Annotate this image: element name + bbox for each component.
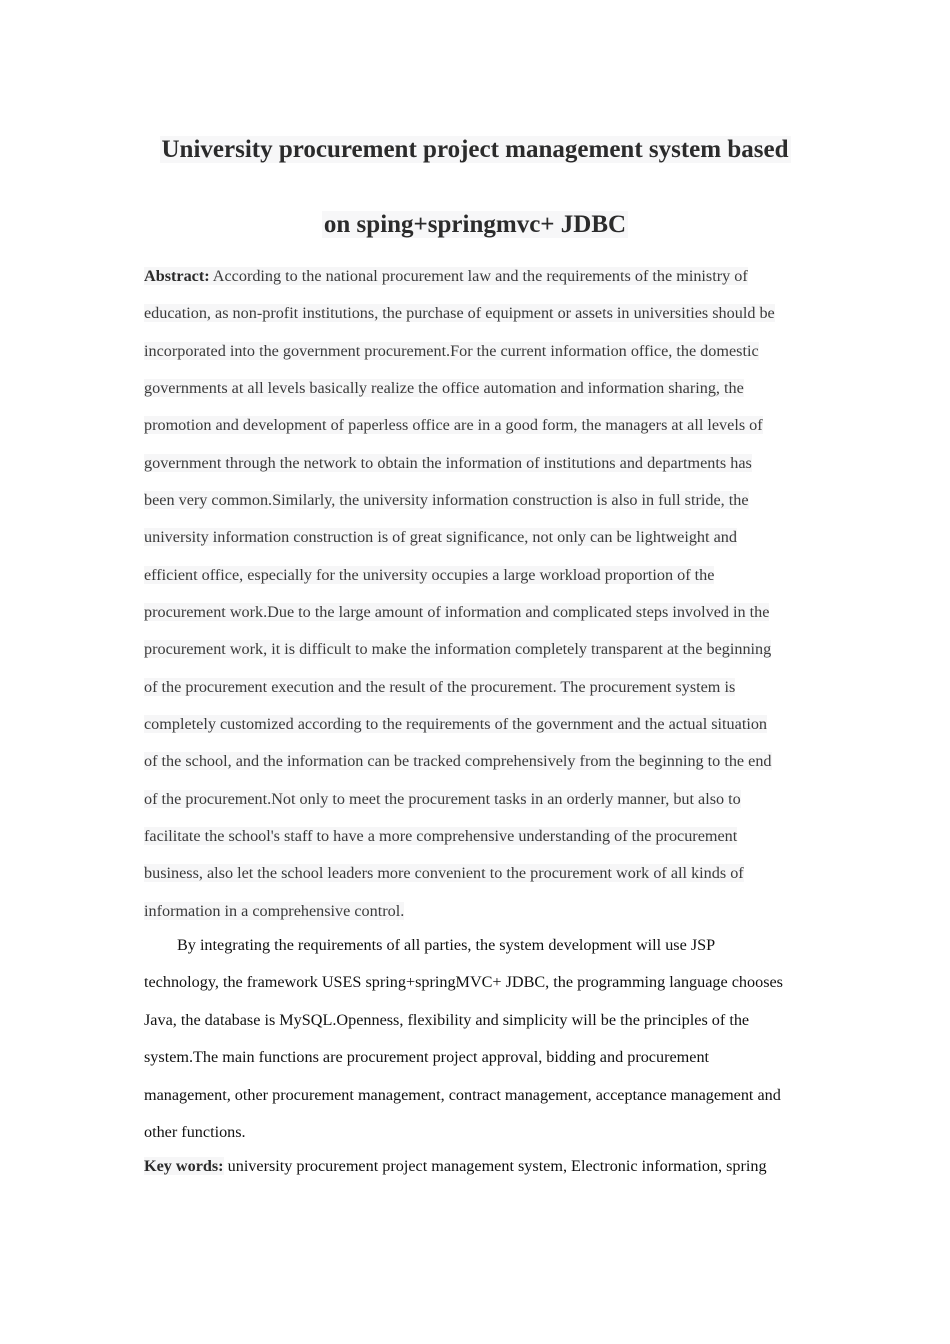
abstract-line: of the procurement.Not only to meet the procurement tasks in an orderly manner, but also to xyxy=(144,790,741,808)
abstract-line: incorporated into the government procurement.For the current information office, the domestic xyxy=(144,342,759,360)
keywords xyxy=(144,1155,767,1177)
abstract-line: completely customized according to the requirements of the government and the actual situation xyxy=(144,715,768,733)
abstract-line: of the procurement execution and the result of the procurement. The procurement system is xyxy=(144,678,736,696)
abstract-line: of the school, and the information can be tracked comprehensively from the beginning to the end xyxy=(144,752,772,770)
abstract-line: procurement work.Due to the large amount of information and complicated steps involved in the xyxy=(144,603,770,621)
paragraph-line: technology, the framework USES spring+springMVC+ JDBC, the programming language chooses xyxy=(144,973,783,991)
abstract-line: business, also let the school leaders more convenient to the procurement work of all kinds of xyxy=(144,864,744,882)
abstract-line: been very common.Similarly, the university information construction is also in full stride, the xyxy=(144,491,749,509)
abstract-line: procurement work, it is difficult to make the information completely transparent at the beginning xyxy=(144,640,772,658)
abstract-label: Abstract: xyxy=(144,267,210,285)
abstract-line: government through the network to obtain the information of institutions and departments has xyxy=(144,454,752,472)
paragraph-line: management, other procurement management, contract management, acceptance management and xyxy=(144,1086,781,1104)
abstract-line: information in a comprehensive control. xyxy=(144,902,405,920)
paragraph-line: Java, the database is MySQL.Openness, flexibility and simplicity will be the principles of the xyxy=(144,1011,750,1029)
abstract-line: Abstract: According to the national procurement law and the requirements of the ministry of xyxy=(144,267,748,285)
abstract-line: efficient office, especially for the university occupies a large workload proportion of the xyxy=(144,566,715,584)
abstract-line: facilitate the school's staff to have a more comprehensive understanding of the procurement xyxy=(144,827,738,845)
title-line-1: University procurement project management system based xyxy=(161,136,789,163)
paragraph-line: system.The main functions are procurement project approval, bidding and procurement xyxy=(144,1048,710,1066)
keywords-text: university procurement project management system, Electronic information, spring xyxy=(223,1157,767,1175)
paragraph-line: other functions. xyxy=(144,1123,246,1141)
abstract-line: university information construction is of great significance, not only can be lightweight and xyxy=(144,528,737,546)
abstract-line: education, as non-profit institutions, the purchase of equipment or assets in universities should be xyxy=(144,304,775,322)
paragraph-line: By integrating the requirements of all parties, the system development will use JSP xyxy=(177,936,716,954)
abstract-line: promotion and development of paperless office are in a good form, the managers at all levels of xyxy=(144,416,763,434)
keywords-label: Key words: xyxy=(144,1157,224,1175)
abstract-line: governments at all levels basically realize the office automation and information sharing, the xyxy=(144,379,744,397)
title-line-2: on sping+springmvc+ JDBC xyxy=(323,211,627,238)
